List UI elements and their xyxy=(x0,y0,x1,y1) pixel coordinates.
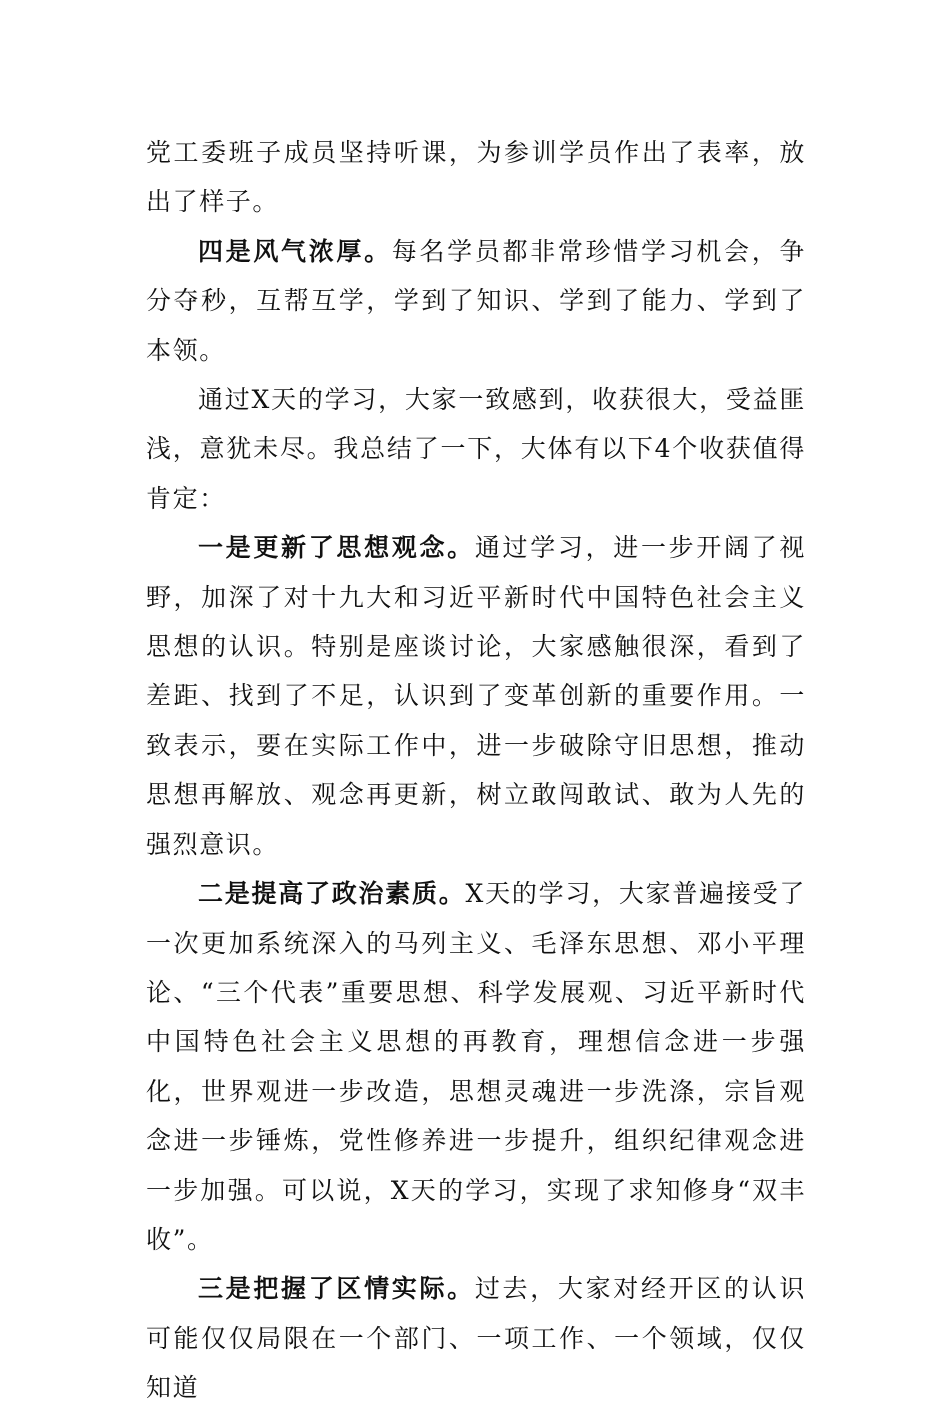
paragraph-p4 xyxy=(146,523,806,869)
document-page xyxy=(146,128,806,1413)
paragraph-lead: 二是提高了政治素质。 xyxy=(198,879,466,909)
paragraph-text: 每名学员都非常珍惜学习机会，争分夺秒，互帮互学，学到了知识、学到了能力、学到了本领。 xyxy=(146,236,806,365)
paragraph-text: 通过X天的学习，大家一致感到，收获很大，受益匪浅，意犹未尽。我总结了一下，大体有以下4个收获值得肯定： xyxy=(146,385,806,513)
paragraph-text: 党工委班子成员坚持听课，为参训学员作出了表率，放出了样子。 xyxy=(146,138,806,217)
paragraph-p3 xyxy=(146,375,806,523)
paragraph-p1 xyxy=(146,128,806,227)
paragraph-text: 通过学习，进一步开阔了视野，加深了对十九大和习近平新时代中国特色社会主义思想的认识。特别是座谈讨论，大家感触很深，看到了差距、找到了不足，认识到了变革创新的重要作用。一致表示，要在实际工作中，进一步破除守旧思想，推动思想再解放、观念再更新，树立敢闯敢试、敢为人先的强烈意识。 xyxy=(146,533,806,859)
paragraph-lead: 三是把握了区情实际。 xyxy=(198,1274,475,1304)
paragraph-text: 过去，大家对经开区的认识可能仅仅局限在一个部门、一项工作、一个领域，仅仅知道 xyxy=(146,1274,806,1403)
paragraph-p5 xyxy=(146,869,806,1264)
paragraph-text: X天的学习，大家普遍接受了一次更加系统深入的马列主义、毛泽东思想、邓小平理论、“三个代表”重要思想、科学发展观、习近平新时代中国特色社会主义思想的再教育，理想信念进一步强化，世界观进一步改造，思想灵魂进一步洗涤，宗旨观念进一步锤炼，党性修养进一步提升，组织纪律观念进一步加强。可以说，X天的学习，实现了求知修身“双丰收”。 xyxy=(146,879,806,1254)
paragraph-p6 xyxy=(146,1264,806,1412)
paragraph-lead: 一是更新了思想观念。 xyxy=(198,533,475,563)
paragraph-p2 xyxy=(146,227,806,375)
paragraph-lead: 四是风气浓厚。 xyxy=(198,236,392,266)
